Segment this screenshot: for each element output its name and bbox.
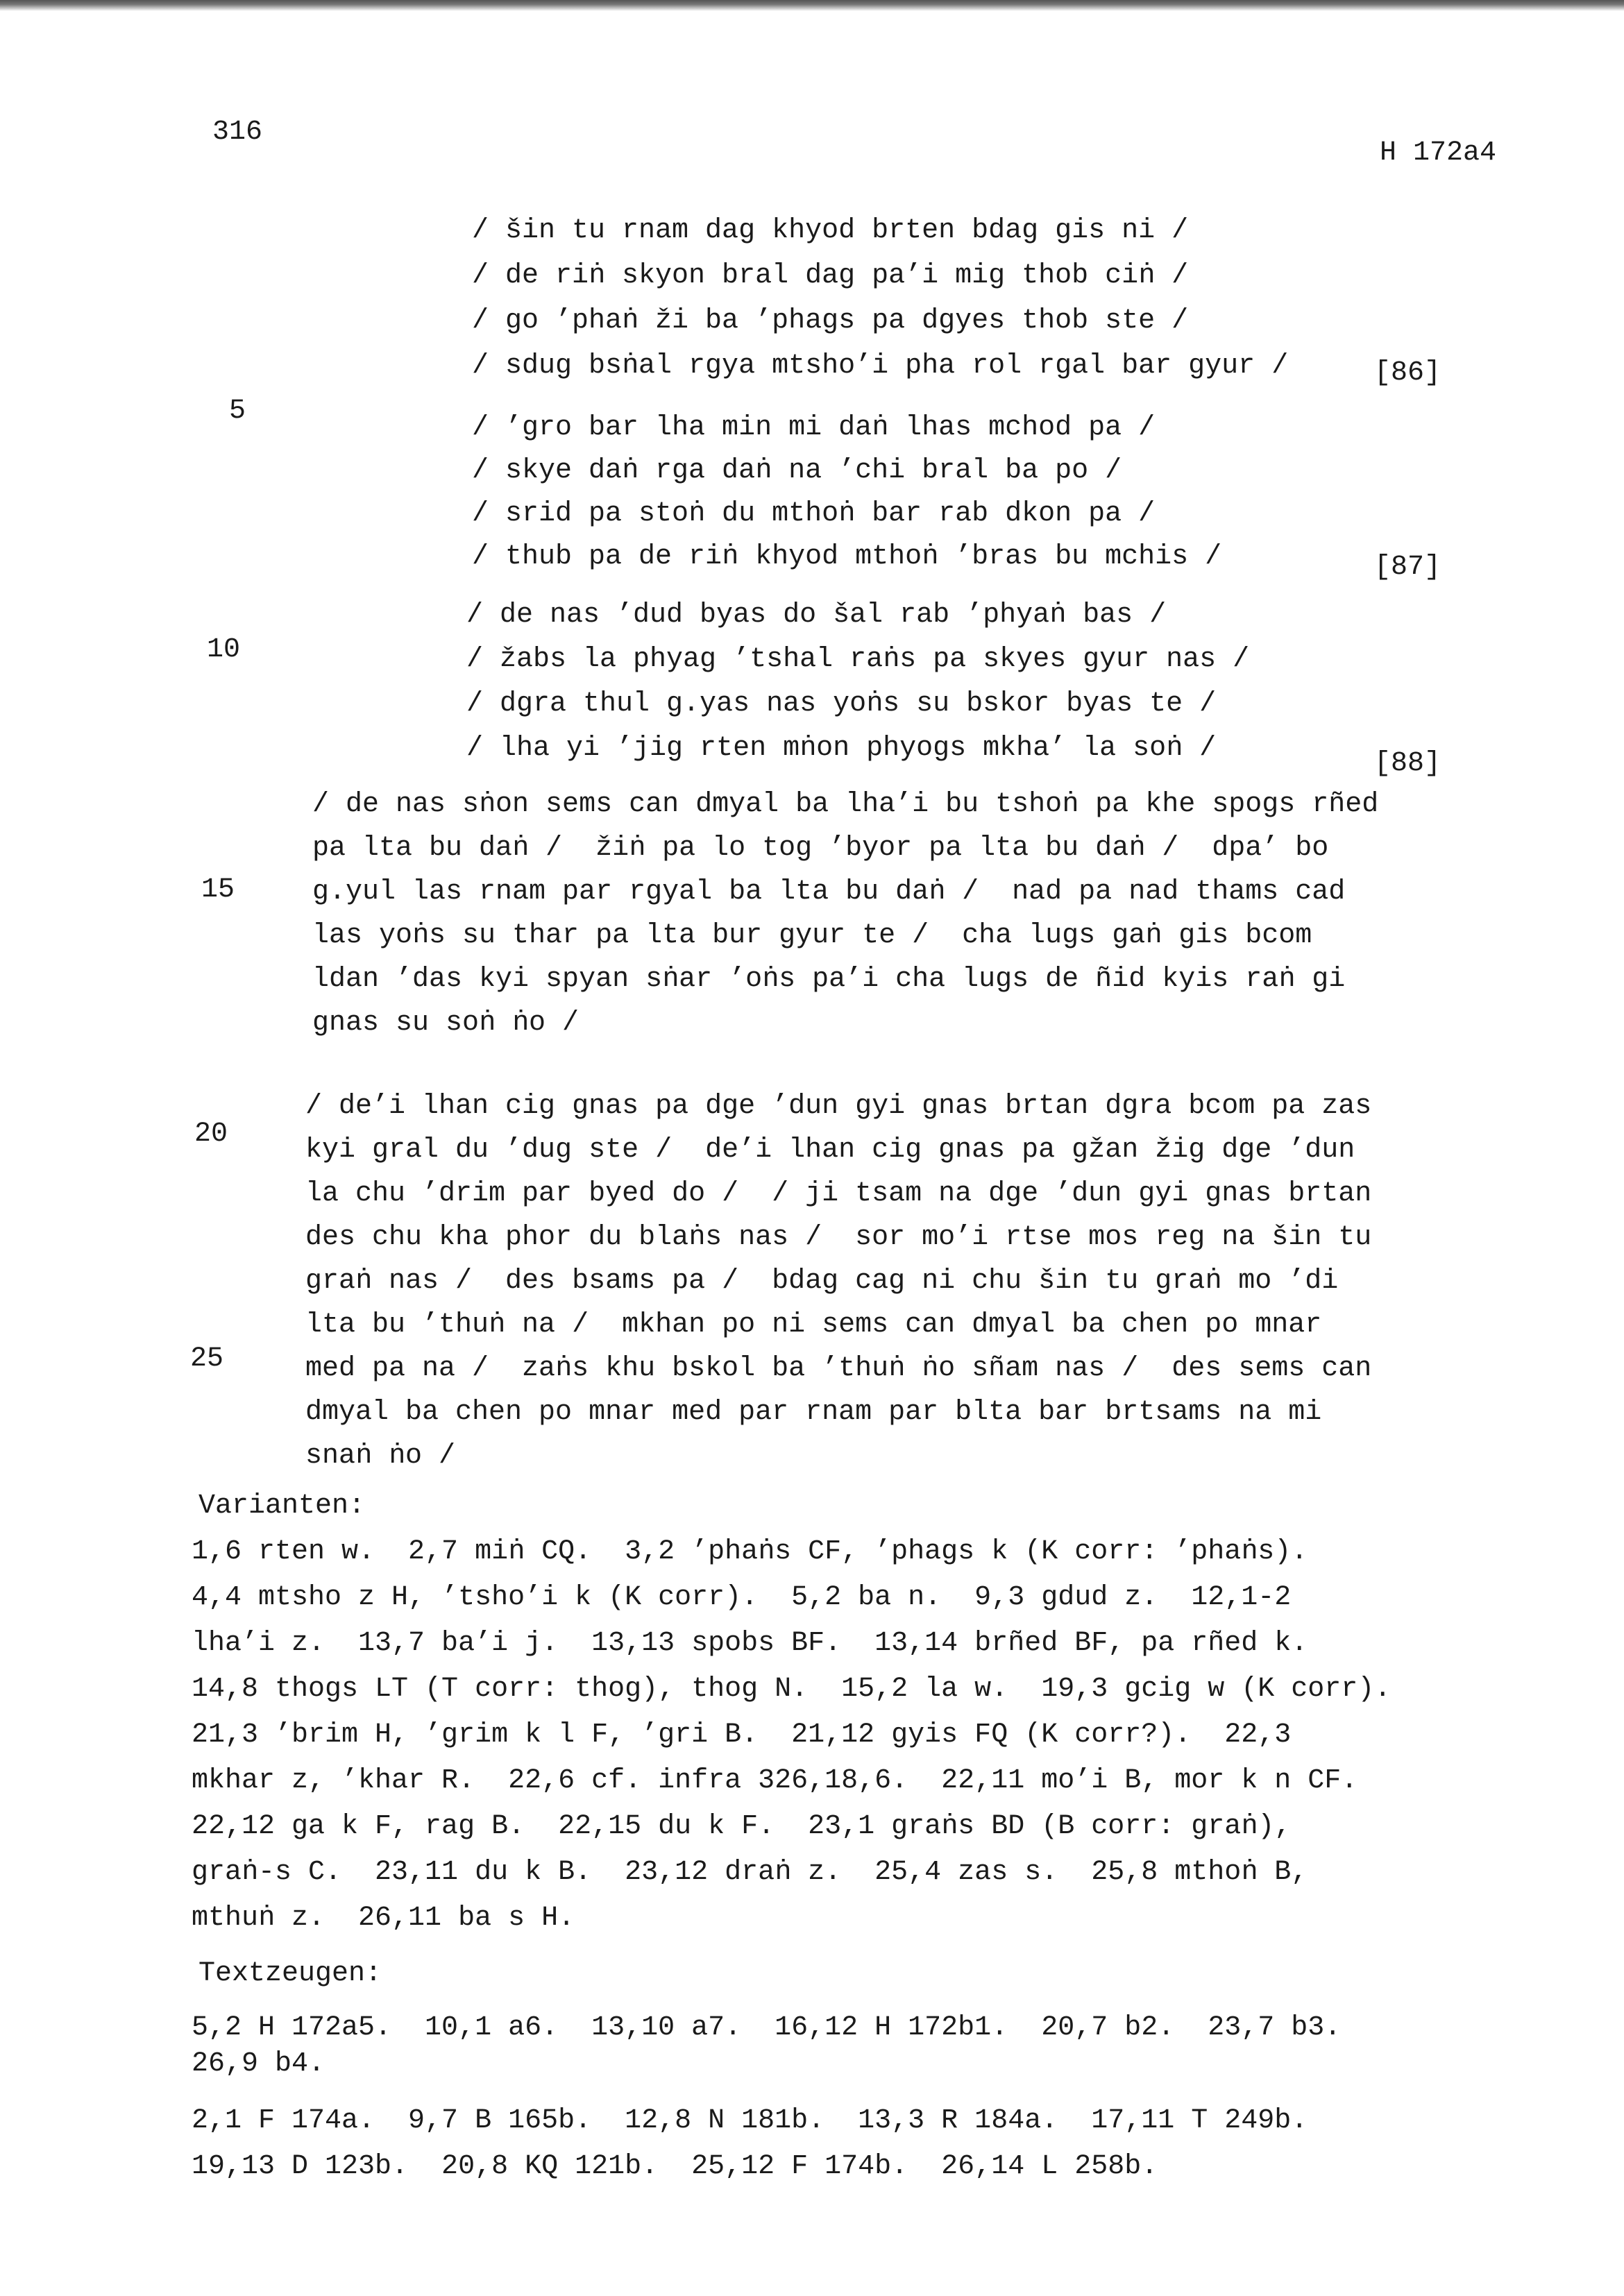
witness-line: 5,2 H 172a5. 10,1 a6. 13,10 a7. 16,12 H 172b1. 20,7 b2. 23,7 b3. [192, 2012, 1342, 2043]
verse-line: / žabs la phyag ’tshal raṅs pa skyes gyur nas / [466, 644, 1250, 675]
varianten-heading: Varianten: [198, 1490, 366, 1522]
verse-marker: [86] [1374, 357, 1441, 389]
apparatus-line: mthuṅ z. 26,11 ba s H. [192, 1903, 575, 1934]
verse-line: / ’gro bar lha min mi daṅ lhas mchod pa / [472, 412, 1156, 443]
prose-line: pa lta bu daṅ / žiṅ pa lo tog ’byor pa lta bu daṅ / dpa’ bo [312, 833, 1329, 864]
verse-line: / de nas ’dud byas do šal rab ’phyaṅ bas / [466, 599, 1167, 631]
prose-line: gnas su soṅ ṅo / [312, 1007, 580, 1039]
line-number: 15 [201, 874, 235, 905]
prose-line: / de nas sṅon sems can dmyal ba lha’i bu tshoṅ pa khe spogs rñed [312, 789, 1379, 820]
verse-line: / skye daṅ rga daṅ na ’chi bral ba po / [472, 455, 1122, 486]
prose-line: med pa na / zaṅs khu bskol ba ’thuṅ ṅo sñam nas / des sems can [305, 1353, 1372, 1384]
verse-line: / srid pa stoṅ du mthoṅ bar rab dkon pa / [472, 498, 1156, 529]
witness-line: 2,1 F 174a. 9,7 B 165b. 12,8 N 181b. 13,3 R 184a. 17,11 T 249b. [192, 2105, 1308, 2136]
line-number: 5 [229, 396, 246, 427]
prose-line: las yoṅs su thar pa lta bur gyur te / cha lugs gaṅ gis bcom [312, 920, 1312, 951]
line-number: 20 [194, 1119, 228, 1150]
apparatus-line: 1,6 rten w. 2,7 miṅ CQ. 3,2 ’phaṅs CF, ’phags k (K corr: ’phaṅs). [192, 1536, 1308, 1567]
verse-line: / thub pa de riṅ khyod mthoṅ ’bras bu mchis / [472, 541, 1222, 572]
apparatus-line: 22,12 ga k F, rag B. 22,15 du k F. 23,1 graṅs BD (B corr: graṅ), [192, 1811, 1292, 1842]
prose-line: snaṅ ṅo / [305, 1440, 456, 1472]
apparatus-line: 21,3 ’brim H, ’grim k l F, ’gri B. 21,12 gyis FQ (K corr?). 22,3 [192, 1719, 1292, 1751]
running-head: H 172a4 [1380, 137, 1497, 169]
verse-line: / dgra thul g.yas nas yoṅs su bskor byas te / [466, 688, 1217, 720]
prose-line: kyi gral du ’dug ste / de’i lhan cig gnas pa gžan žig dge ’dun [305, 1134, 1355, 1166]
verse-marker: [88] [1374, 748, 1441, 779]
line-number: 10 [207, 634, 241, 665]
prose-line: la chu ’drim par byed do / / ji tsam na dge ’dun gyi gnas brtan [305, 1178, 1372, 1209]
prose-line: g.yul las rnam par rgyal ba lta bu daṅ / nad pa nad thams cad [312, 876, 1346, 908]
verse-line: / šin tu rnam dag khyod brten bdag gis ni / [472, 215, 1189, 246]
scan-edge [0, 0, 1624, 11]
apparatus-line: 14,8 thogs LT (T corr: thog), thog N. 15,2 la w. 19,3 gcig w (K corr). [192, 1674, 1392, 1705]
prose-line: ldan ’das kyi spyan sṅar ’oṅs pa’i cha lugs de ñid kyis raṅ gi [312, 964, 1346, 995]
witness-line: 26,9 b4. [192, 2048, 325, 2080]
apparatus-line: 4,4 mtsho z H, ’tsho’i k (K corr). 5,2 ba n. 9,3 gdud z. 12,1-2 [192, 1582, 1292, 1613]
prose-line: graṅ nas / des bsams pa / bdag cag ni chu šin tu graṅ mo ’di [305, 1266, 1339, 1297]
apparatus-line: mkhar z, ’khar R. 22,6 cf. infra 326,18,6. 22,11 mo’i B, mor k n CF. [192, 1765, 1358, 1796]
verse-marker: [87] [1374, 552, 1441, 583]
apparatus-line: lha’i z. 13,7 ba’i j. 13,13 spobs BF. 13,14 brñed BF, pa rñed k. [192, 1628, 1308, 1659]
verse-line: / sdug bsṅal rgya mtsho’i pha rol rgal bar gyur / [472, 350, 1289, 382]
prose-line: des chu kha phor du blaṅs nas / sor mo’i rtse mos reg na šin tu [305, 1222, 1372, 1253]
page-number: 316 [212, 117, 263, 148]
prose-line: / de’i lhan cig gnas pa dge ’dun gyi gnas brtan dgra bcom pa zas [305, 1091, 1372, 1122]
line-number: 25 [190, 1343, 224, 1375]
witness-line: 19,13 D 123b. 20,8 KQ 121b. 25,12 F 174b. 26,14 L 258b. [192, 2151, 1158, 2182]
verse-line: / lha yi ’jig rten mṅon phyogs mkha’ la soṅ / [466, 733, 1217, 764]
prose-line: lta bu ’thuṅ na / mkhan po ni sems can dmyal ba chen po mnar [305, 1309, 1322, 1341]
verse-line: / de riṅ skyon bral dag pa’i mig thob ciṅ / [472, 260, 1189, 291]
textzeugen-heading: Textzeugen: [198, 1958, 382, 1989]
apparatus-line: graṅ-s C. 23,11 du k B. 23,12 draṅ z. 25,4 zas s. 25,8 mthoṅ B, [192, 1857, 1308, 1888]
verse-line: / go ’phaṅ ži ba ’phags pa dgyes thob ste / [472, 305, 1189, 337]
prose-line: dmyal ba chen po mnar med par rnam par blta bar brtsams na mi [305, 1397, 1322, 1428]
